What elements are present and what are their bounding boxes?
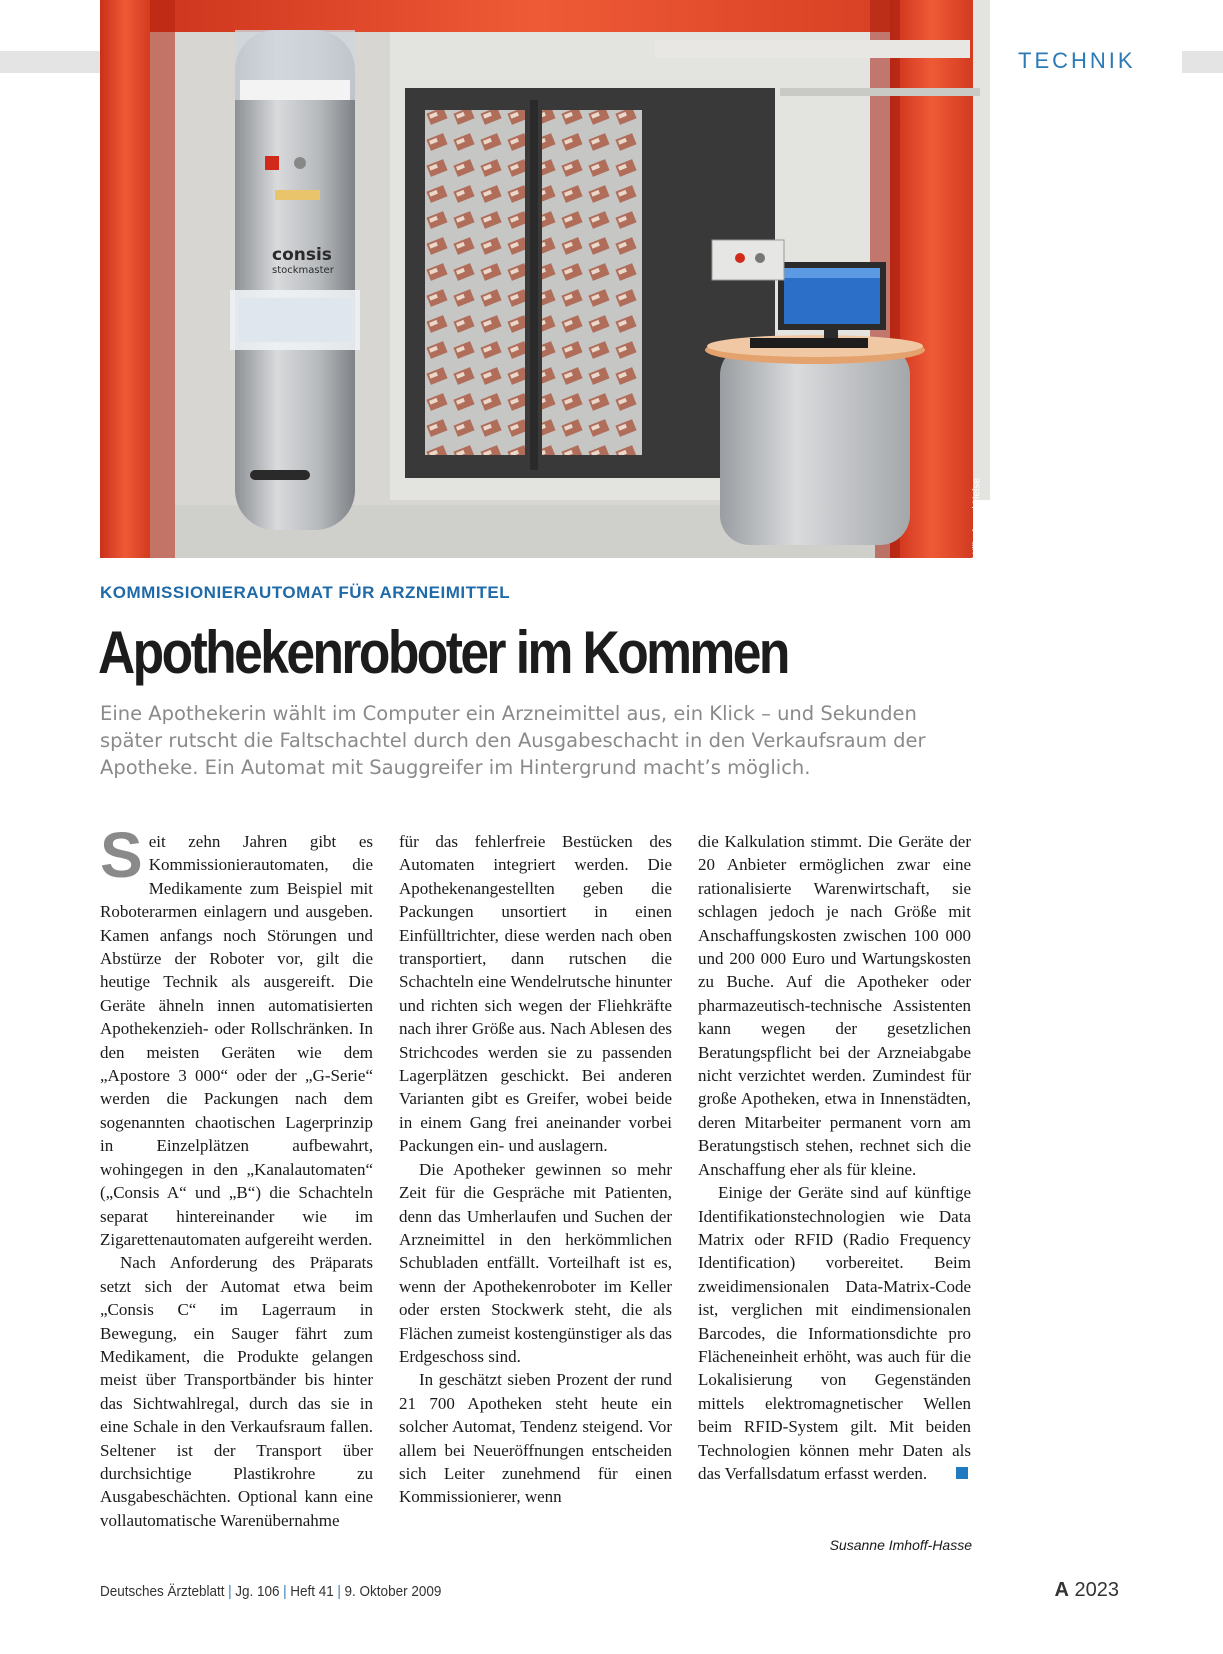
stockmaster-logo: stockmaster xyxy=(272,265,334,276)
kicker: KOMMISSIONIERAUTOMAT FÜR ARZNEIMITTEL xyxy=(100,583,511,602)
author-byline: Susanne Imhoff-Hasse xyxy=(829,1537,972,1553)
pharmacy-robot-illustration xyxy=(100,0,973,558)
end-mark-icon xyxy=(956,1467,968,1479)
paragraph-text: Einige der Geräte sind auf künftige Identifikationstechnologien wie Data Matrix oder RFID (Radio Frequency Identification) vorbereitet. Beim zweidimensionalen Data-Matrix-Code ist, verglichen mit eindimensionalen Barcodes, die Informationsdichte pro Flächeneinheit erhöht, was auch für die Lokalisierung von Gegenständen mittels elektromagnetischer Wellen beim RFID-System gilt. Mit beiden Technologien können mehr Daten als das Verfallsdatum erfasst werden. xyxy=(698,1183,971,1483)
journal-volume: Jg. 106 xyxy=(235,1583,280,1600)
lead-paragraph: Eine Apothekerin wählt im Computer ein Arzneimittel aus, ein Klick – und Sekunden später rutscht die Faltschachtel durch den Ausgabeschacht in den Verkaufsraum der Apotheke. Ein Automat mit Sauggreifer im Hintergrund macht’s möglich. xyxy=(100,702,926,779)
paragraph xyxy=(100,819,373,1251)
consis-logo: consis xyxy=(272,245,332,265)
text-column-1 xyxy=(100,819,373,1532)
journal-issue: Heft 41 xyxy=(290,1583,334,1600)
footer-citation xyxy=(100,1583,441,1600)
text-column-3 xyxy=(698,830,971,1485)
separator: | xyxy=(228,1583,232,1600)
dropcap: S xyxy=(100,819,143,891)
text-column-2 xyxy=(399,830,672,1509)
separator: | xyxy=(337,1583,341,1600)
page-prefix: A xyxy=(1054,1579,1069,1601)
paragraph: die Kalkulation stimmt. Die Geräte der 20 Anbieter ermöglichen zwar eine rationalisierte Warenwirtschaft, sie schlagen jedoch je nach Größe mit Anschaffungskosten zwischen 100 000 und 200 000 Euro und Wartungskosten zu Buche. Auf die Apotheker oder pharmazeutisch-technische Assistenten kann wegen der gesetzlichen Beratungspflicht bei der Arzneiabgabe nicht verzichtet werden. Zumindest für große Apotheken, etwa in Innenstädten, deren Mitarbeiter permanent vorn am Beratungstisch stehen, rechnet sich die Anschaffung eher als für kleine. xyxy=(698,832,971,1179)
paragraph: Nach Anforderung des Präparats setzt sich der Automat etwa beim „Consis C“ im Lagerraum in Bewegung, ein Sauger fährt zum Medikament, die Produkte gelangen meist über Transportbänder bis hinter das Sichtwahlregal, durch das sie in eine Schale in den Verkaufsraum fallen. Seltener ist der Transport über durchsichtige Plastikrohre zu Ausgabeschächten. Optional kann eine vollautomatische Warenübernahme xyxy=(100,1253,373,1530)
paragraph: Die Apotheker gewinnen so mehr Zeit für die Gespräche mit Patienten, denn das Umherlaufen und Suchen der Arzneimittel in den herkömmlichen Schubladen entfällt. Vorteilhaft ist es, wenn der Apothekenroboter im Keller oder ersten Stockwerk steht, die als Flächen zumeist kostengünstiger als das Erdgeschoss sind. xyxy=(399,1159,672,1366)
paragraph: für das fehlerfreie Bestücken des Automaten integriert werden. Die Apothekenangestellten geben die Packungen unsortiert in einen Einfülltrichter, diese werden nach oben transportiert, dann rutschen die Schachteln eine Wendelrutsche hinunter und richten sich wegen der Fliehkräfte nach ihrer Größe aus. Nach Ablesen des Strichcodes werden sie zu passenden Lagerplätzen geschickt. Bei anderen Varianten gibt es Greifer, wobei beide in einem Gang frei aneinander vorbei Packungen ein- und auslagern. xyxy=(399,832,672,1156)
headline: Apothekenroboter im Kommen xyxy=(98,619,788,686)
page-number xyxy=(1054,1579,1119,1602)
separator: | xyxy=(283,1583,287,1600)
section-tag: TECHNIK xyxy=(1018,48,1136,73)
page-number-value: 2023 xyxy=(1074,1579,1119,1601)
journal-date: 9. Oktober 2009 xyxy=(344,1583,442,1600)
paragraph-text: eit zehn Jahren gibt es Kommissionierautomaten, die Medikamente zum Beispiel mit Roboterarmen einlagern und ausgeben. Kamen anfangs noch Störungen und Abstürze der Roboter vor, gilt die heutige Technik als ausgereift. Die Geräte ähneln innen automatisierten Apothekenzieh- oder Rollschränken. In den meisten Geräten wie dem „Apostore 3 000“ oder der „G-Serie“ werden die Packungen nach dem sogenannten chaotischen Lagerprinzip in Einzelplätzen aufbewahrt, wohingegen in den „Kanalautomaten“ („Consis A“ und „B“) die Schachteln separat hintereinander wie im Zigarettenautomaten aufgereiht werden. xyxy=(100,832,373,1249)
article-photo xyxy=(100,0,983,584)
paragraph: In geschätzt sieben Prozent der rund 21 700 Apotheken steht heute ein solcher Automat, Tendenz steigend. Vor allem bei Neueröffnungen entscheiden sich Leiter zunehmend für einen Kommissionierer, wenn xyxy=(399,1370,672,1507)
paragraph xyxy=(698,1181,971,1485)
photo-credit: Foto: Willach und Heise xyxy=(972,478,983,584)
journal-name: Deutsches Ärzteblatt xyxy=(100,1583,225,1600)
